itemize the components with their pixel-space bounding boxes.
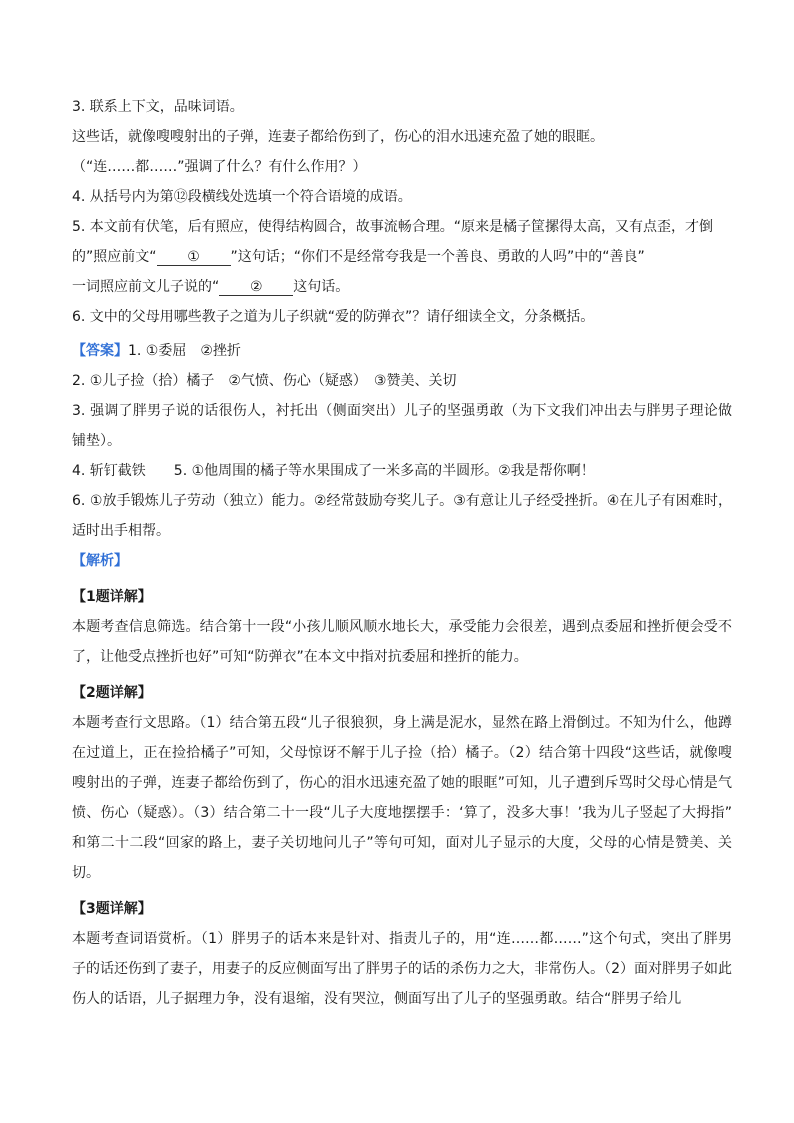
question-5-line-3: 一词照应前文儿子说的“ ② 这句话。 xyxy=(72,279,350,295)
detail-2-heading: 【2题详解】 xyxy=(72,685,152,701)
answer-6: 6. ①放手锻炼儿子劳动（独立）能力。②经常鼓励夸奖儿子。③有意让儿子经受挫折。④在儿子有困难时，适时出手相帮。 xyxy=(72,493,732,539)
question-5-line-1: 5. 本文前有伏笔，后有照应，使得结构圆合，故事流畅合理。“原来是橘子筐摞得太高，又有点歪，才倒 xyxy=(72,219,714,235)
detail-3-heading: 【3题详解】 xyxy=(72,901,152,917)
document-page xyxy=(72,96,732,1014)
question-6: 6. 文中的父母用哪些教子之道为儿子织就“爱的防弹衣”？请仔细读全文，分条概括。 xyxy=(72,309,595,325)
analysis-tag: 【解析】 xyxy=(72,553,128,569)
question-3: 3. 联系上下文，品味词语。 xyxy=(72,99,244,115)
question-5-line-2: 的”照应前文“ ① ”这句话；“你们不是经常夸我是一个善良、勇敢的人吗”中的“善良” xyxy=(72,249,645,265)
detail-1-text: 本题考查信息筛选。结合第十一段“小孩儿顺风顺水地长大，承受能力会很差，遇到点委屈和挫折便会受不了，让他受点挫折也好”可知“防弹衣”在本文中指对抗委屈和挫折的能力。 xyxy=(72,619,732,665)
detail-2-text: 本题考查行文思路。（1）结合第五段“儿子很狼狈，身上满是泥水，显然在路上滑倒过。不知为什么，他蹲在过道上，正在捡拾橘子”可知，父母惊讶不解于儿子捡（拾）橘子。（2）结合第十四段“这些话，就像嗖嗖射出的子弹，连妻子都给伤到了，伤心的泪水迅速充盈了她的眼眶”可知，儿子遭到斥骂时父母心情是气愤、伤心（疑惑）。（3）结合第二十一段“儿子大度地摆摆手：‘算了，没多大事！’我为儿子竖起了大拇指” 和第二十二段“回家的路上，妻子关切地问儿子”等句可知，面对儿子显示的大度，父母的心情是赞美、关切。 xyxy=(72,715,732,881)
detail-3-text: 本题考查词语赏析。（1）胖男子的话本来是针对、指责儿子的，用“连……都……”这个句式，突出了胖男子的话还伤到了妻子，用妻子的反应侧面写出了胖男子的话的杀伤力之大，非常伤人。（2）面对胖男子如此伤人的话语，儿子据理力争，没有退缩，没有哭泣，侧面写出了儿子的坚强勇敢。结合“胖男子给儿 xyxy=(72,931,732,1007)
question-3-sentence: 这些话，就像嗖嗖射出的子弹，连妻子都给伤到了，伤心的泪水迅速充盈了她的眼眶。 xyxy=(72,129,604,145)
blank-2: ② xyxy=(219,279,293,296)
answer-4-5: 4. 斩钉截铁 5. ①他周围的橘子等水果围成了一米多高的半圆形。②我是帮你啊！ xyxy=(72,463,595,479)
answer-2: 2. ①儿子捡（拾）橘子 ②气愤、伤心（疑惑） ③赞美、关切 xyxy=(72,373,457,389)
blank-1: ① xyxy=(157,249,231,266)
question-3-prompt: （“连……都……”强调了什么？有什么作用？） xyxy=(72,159,367,175)
detail-1-heading: 【1题详解】 xyxy=(72,589,152,605)
question-4: 4. 从括号内为第⑫段横线处选填一个符合语境的成语。 xyxy=(72,189,412,205)
answer-3: 3. 强调了胖男子说的话很伤人，衬托出（侧面突出）儿子的坚强勇敢（为下文我们冲出去与胖男子理论做铺垫）。 xyxy=(72,403,732,449)
answer-tag: 【答案】 xyxy=(72,343,128,359)
answer-1: 【答案】1. ①委屈 ②挫折 xyxy=(72,343,241,359)
